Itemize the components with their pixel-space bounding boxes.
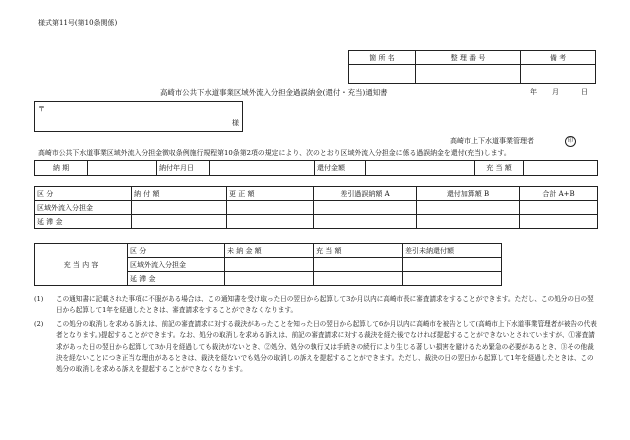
form-number: 様式第11号(第10条関係) [38,19,118,27]
honorific: 様 [232,119,239,127]
detail-header-total: 合計 A+B [520,187,598,201]
detail-cell[interactable] [132,201,227,215]
appropriation-header-category: 区 分 [128,244,225,258]
issuer-name: 高崎市上下水道事業管理者 [450,137,534,145]
appropriation-cell[interactable] [225,272,314,286]
appropriation-cell[interactable] [314,258,403,272]
note-item [34,319,600,376]
office-header-remarks: 備 考 [521,51,596,65]
office-table [348,50,596,84]
summary-value-refund[interactable] [366,161,475,176]
detail-cell[interactable] [520,215,598,229]
document-title: 高崎市公共下水道事業区域外流入分担金過誤納金(還付・充当)通知書 [160,88,388,97]
detail-cell[interactable] [417,201,520,215]
summary-value-period[interactable] [88,161,157,176]
detail-cell[interactable] [132,215,227,229]
detail-header-difference: 差引過誤納額 A [314,187,417,201]
detail-row-label: 区域外流入分担金 [35,201,132,215]
appropriation-row-label: 延 滞 金 [128,272,225,286]
date-day: 日 [581,88,588,96]
office-header-reference: 整 理 番 号 [416,51,521,65]
detail-table [34,186,598,229]
appropriation-section-label: 充 当 内 容 [35,244,128,286]
detail-cell[interactable] [227,201,314,215]
notes [34,294,600,376]
appropriation-cell[interactable] [403,258,502,272]
detail-cell[interactable] [417,215,520,229]
detail-cell[interactable] [520,201,598,215]
detail-header-corrected: 更 正 額 [227,187,314,201]
office-cell-reference[interactable] [416,65,521,84]
note-text: この処分の取消しを求める訴えは、前記の審査請求に対する裁決があったことを知った日の翌日から起算して6か月以内に高崎市を被告として(高崎市上下水道事業管理者が被告の代表者となります。)提起することができます。なお、処分の取消しを求める訴えは、前記の審査請求に対する裁決を経た後でなければ提起することができないとされていますが、①審査請求があった日の翌日から起算して3か月を経過しても裁決がないとき、②処分、処分の執行又は手続きの続行により生じる著しい損害を避けるため緊急の必要があるとき、③その他裁決を経ないことにつき正当な理由があるときは、裁決を経ないでも処分の取消しの訴えを提起することができます。ただし、裁決の日の翌日から起算して1年を経過したときは、この処分の取消しを求める訴えを提起することができなくなります。 [56,319,597,374]
appropriation-row-label: 区域外流入分担金 [128,258,225,272]
appropriation-header-remaining: 差引未納還付額 [403,244,502,258]
office-cell-remarks[interactable] [521,65,596,84]
seal-icon: 印 [565,136,576,147]
note-mark: (2) [34,319,44,328]
date-year: 年 [530,88,537,96]
appropriation-table [34,243,502,286]
appropriation-cell[interactable] [225,258,314,272]
appropriation-header-applied: 充 当 額 [314,244,403,258]
detail-header-refund-add: 還付加算額 B [417,187,520,201]
summary-label-appropriation: 充 当 額 [475,161,524,176]
summary-label-refund: 還付金額 [315,161,366,176]
detail-cell[interactable] [227,215,314,229]
appropriation-cell[interactable] [403,272,502,286]
detail-cell[interactable] [314,201,417,215]
summary-value-appropriation[interactable] [524,161,598,176]
summary-label-period: 納 期 [35,161,88,176]
postal-mark: 〒 [38,105,45,113]
office-cell-location[interactable] [349,65,416,84]
note-mark: (1) [34,295,44,303]
date-month: 月 [552,88,559,96]
note-text: この通知書に記載された事項に不服がある場合は、この通知書を受け取った日の翌日から起算して3か月以内に高崎市長に審査請求をすることができます。ただし、この処分の日の翌日から起算して1年を経過したときは、審査請求をすることができなくなります。 [56,295,594,315]
appropriation-cell[interactable] [314,272,403,286]
summary-label-payment-date: 納付年月日 [157,161,210,176]
appropriation-header-unpaid: 未 納 金 額 [225,244,314,258]
summary-table [34,160,598,176]
detail-header-category: 区 分 [35,187,132,201]
note-item [34,294,600,317]
detail-header-paid: 納 付 額 [132,187,227,201]
detail-cell[interactable] [314,215,417,229]
intro-text: 高崎市公共下水道事業区域外流入分担金徴収条例施行規程第10条第2項の規定により、次のとおり区域外流入分担金に係る過誤納金を還付(充当)します。 [38,149,511,157]
table-row [35,215,598,229]
detail-row-label: 延 滞 金 [35,215,132,229]
office-header-location: 箇 所 名 [349,51,416,65]
table-row [35,201,598,215]
summary-value-payment-date[interactable] [210,161,315,176]
address-box[interactable] [34,101,243,132]
